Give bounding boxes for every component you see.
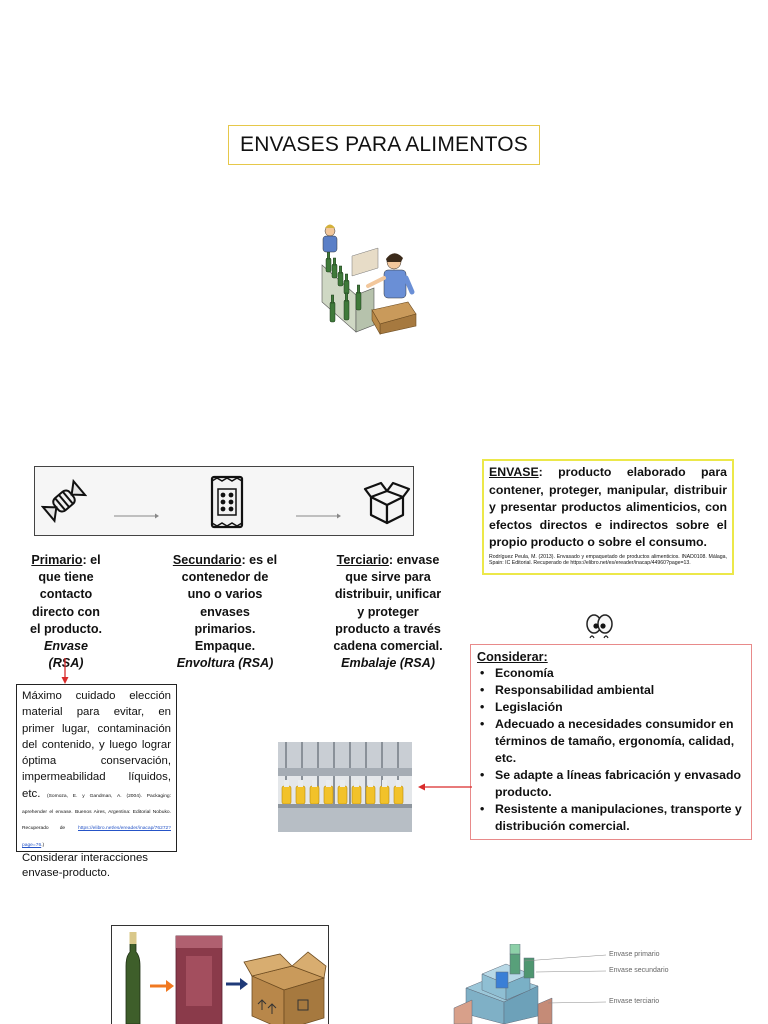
- eyes-icon: [585, 612, 613, 642]
- primary-heading: Primario: [31, 553, 83, 567]
- packaging-icon-strip: [34, 466, 414, 536]
- consider-item: • Adecuado a necesidades consumidor en términos de tamaño, ergonomía, calidad, etc.: [477, 716, 745, 767]
- material-reference-close: .): [41, 842, 45, 848]
- material-body: Máximo cuidado elección material para evitar, en primer lugar, contaminación del contenido, y luego lograr óptima conservación, impermeabilidad líquidos, etc.: [22, 690, 171, 800]
- primary-term: Envase (RSA): [43, 639, 89, 671]
- bottling-line-image: [278, 742, 412, 832]
- tertiary-heading: Terciario: [336, 553, 389, 567]
- wrapped-pack-icon: [209, 474, 245, 530]
- consider-heading: Considerar:: [477, 650, 548, 664]
- tertiary-term: Embalaje (RSA): [341, 656, 435, 671]
- secondary-body: : es el contenedor de uno o varios envases primarios. Empaque.: [181, 553, 278, 654]
- secondary-term: Envoltura (RSA): [176, 656, 274, 671]
- arrow-left-icon: [418, 782, 472, 792]
- material-text: [22, 688, 171, 851]
- material-care-box: [16, 684, 177, 880]
- consider-item: • Responsabilidad ambiental: [477, 682, 745, 699]
- tertiary-package-text: [330, 552, 446, 672]
- primary-body: : el que tiene contacto directo con el producto.: [29, 553, 103, 636]
- page-title: [228, 125, 540, 165]
- material-reference-link[interactable]: https://elibro.net/es/ereader/inacap/76272?page=76: [22, 826, 171, 848]
- definition-body: : producto elaborado para contener, proteger, manipular, distribuir y presentar productos alimenticios, con efectos directos e indirectos sobre el propio producto o sobre el consumo.: [489, 465, 727, 549]
- definition-text: [489, 464, 727, 552]
- arrow-down-icon: [60, 658, 70, 684]
- tertiary-body: : envase que sirve para distribuir, unificar y proteger producto a través cadena comercial.: [333, 553, 443, 654]
- definition-box: [482, 459, 734, 575]
- definition-reference: Rodríguez Peula, M. (2013). Envasado y empaquetado de productos alimenticios. INAD0108. Málaga, Spain: IC Editorial. Recuperado de https://elibro.net/es/ereader/inacap/44960?page=13.: [489, 553, 727, 567]
- consider-list: [477, 665, 745, 835]
- arrow-right-icon: [113, 512, 159, 520]
- candy-icon: [41, 477, 87, 525]
- page-title-text: ENVASES PARA ALIMENTOS: [239, 133, 528, 156]
- arrow-right-icon: [295, 512, 341, 520]
- material-reference: (Somoza, E. y Gandman, A. (2004). Packaging: aprehender el envase. Buenos Aires, Argentina: Editorial Nobuko. Recuperado de: [22, 793, 171, 832]
- pallet-label-tertiary: Envase terciario: [609, 998, 660, 1005]
- pallet-label-secondary: Envase secundario: [609, 967, 669, 974]
- secondary-heading: Secundario: [172, 553, 242, 567]
- box-icon: [363, 481, 411, 525]
- secondary-package-text: [170, 552, 280, 672]
- definition-term: ENVASE: [489, 465, 539, 479]
- consider-item: • Se adapte a líneas fabricación y envasado producto.: [477, 767, 745, 801]
- consider-item: • Economía: [477, 665, 745, 682]
- packaging-sequence-image: [112, 926, 329, 1024]
- packaging-sequence-box: [111, 925, 329, 1024]
- packaging-workers-illustration: [316, 220, 421, 335]
- pallet-label-primary: Envase primario: [609, 951, 660, 958]
- primary-package-text: [26, 552, 106, 672]
- material-interaction-note: Considerar interacciones envase-producto.: [22, 851, 148, 880]
- consider-box: [470, 644, 752, 840]
- consider-item: • Resistente a manipulaciones, transporte y distribución comercial.: [477, 801, 745, 835]
- consider-item: • Legislación: [477, 699, 745, 716]
